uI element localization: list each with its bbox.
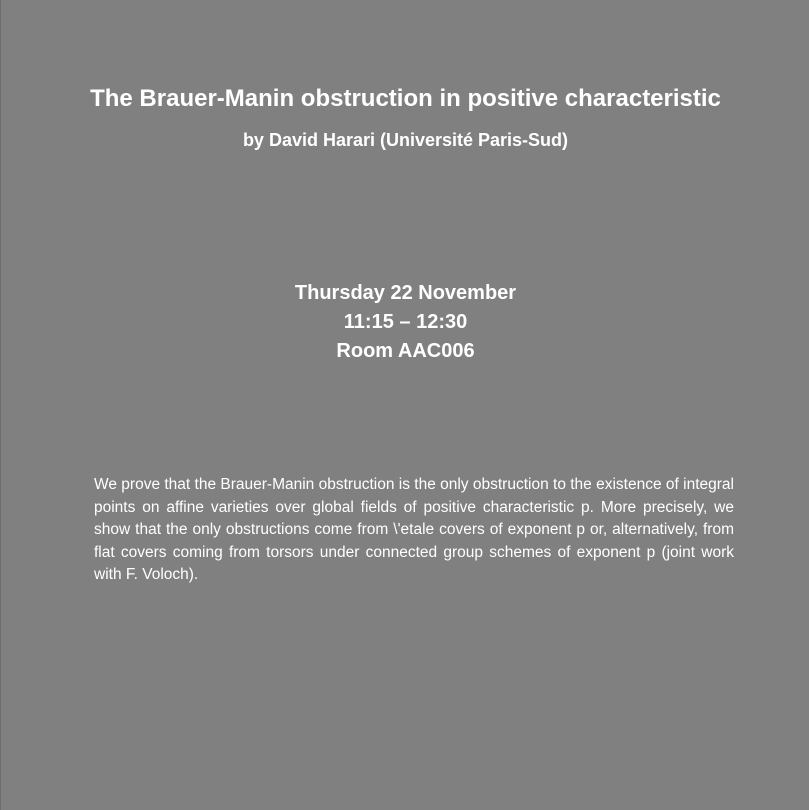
- speaker-line: by David Harari (Université Paris-Sud): [242, 130, 569, 150]
- event-date: Thursday 22 November: [294, 282, 517, 304]
- event-details: [1, 279, 809, 366]
- abstract-text: We prove that the Brauer-Manin obstruction is the only obstruction to the existence of integral points on affine varieties over global fields of positive characteristic p. More precisely, we show that the only obstructions come from \'etale covers of exponent p or, alternatively, from flat covers coming from torsors under connected group schemes of exponent p (joint work with F. Voloch).: [94, 476, 734, 583]
- event-time: 11:15 – 12:30: [343, 311, 468, 333]
- event-room: Room AAC006: [336, 340, 475, 362]
- talk-title: The Brauer-Manin obstruction in positive characteristic: [90, 85, 721, 112]
